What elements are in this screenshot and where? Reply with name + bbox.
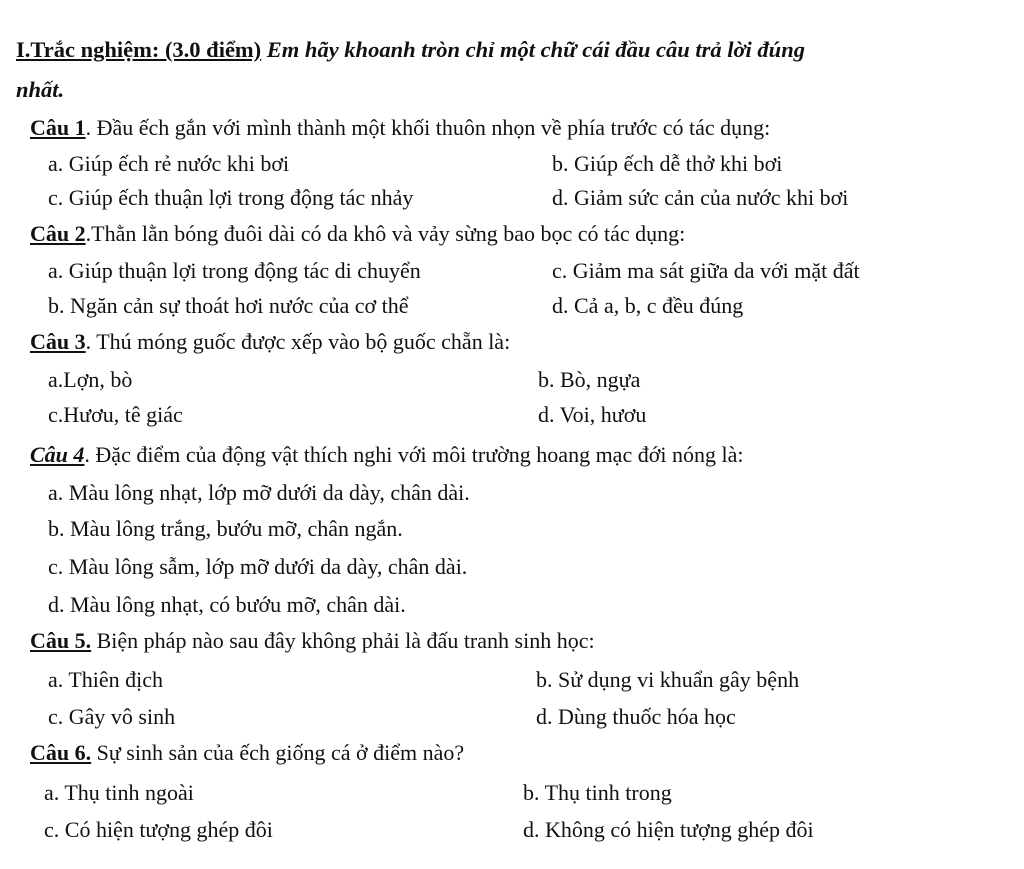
question-1-text: . Đầu ếch gắn với mình thành một khối thuôn nhọn về phía trước có tác dụng: — [85, 115, 771, 140]
option-4a[interactable]: a. Màu lông nhạt, lớp mỡ dưới da dày, chân dài. — [48, 480, 470, 505]
option-2a[interactable]: a. Giúp thuận lợi trong động tác di chuyển — [48, 258, 421, 283]
question-2-label: Câu 2 — [30, 221, 86, 246]
option-2c[interactable]: c. Giảm ma sát giữa da với mặt đất — [552, 258, 860, 283]
option-3d[interactable]: d. Voi, hươu — [538, 402, 647, 427]
question-4-label: Câu 4 — [30, 442, 85, 467]
option-6d[interactable]: d. Không có hiện tượng ghép đôi — [523, 817, 814, 842]
section-instruction: Em hãy khoanh tròn chỉ một chữ cái đầu câu trả lời đúng — [261, 37, 805, 62]
question-1-label: Câu 1 — [30, 115, 86, 140]
question-6-label: Câu 6. — [30, 740, 92, 765]
option-1b[interactable]: b. Giúp ếch dễ thở khi bơi — [552, 151, 783, 176]
option-2b[interactable]: b. Ngăn cản sự thoát hơi nước của cơ thể — [48, 293, 409, 318]
option-1a[interactable]: a. Giúp ếch rẻ nước khi bơi — [48, 151, 290, 176]
option-3c[interactable]: c.Hươu, tê giác — [48, 402, 183, 427]
option-6a[interactable]: a. Thụ tinh ngoài — [44, 780, 194, 805]
option-4d[interactable]: d. Màu lông nhạt, có bướu mỡ, chân dài. — [48, 592, 406, 617]
question-5-label: Câu 5. — [30, 628, 92, 653]
option-4b[interactable]: b. Màu lông trắng, bướu mỡ, chân ngắn. — [48, 516, 403, 541]
option-5b[interactable]: b. Sử dụng vi khuẩn gây bệnh — [536, 667, 800, 692]
question-3-text: . Thú móng guốc được xếp vào bộ guốc chẵn là: — [85, 329, 511, 354]
question-6-text: Sự sinh sản của ếch giống cá ở điểm nào? — [91, 740, 465, 765]
option-4c[interactable]: c. Màu lông sẫm, lớp mỡ dưới da dày, chân dài. — [48, 554, 468, 579]
option-6b[interactable]: b. Thụ tinh trong — [523, 780, 672, 805]
option-3b[interactable]: b. Bò, ngựa — [538, 367, 641, 392]
question-5-text: Biện pháp nào sau đây không phải là đấu tranh sinh học: — [91, 628, 595, 653]
option-5c[interactable]: c. Gây vô sinh — [48, 704, 176, 729]
section-instruction-cont: nhất. — [16, 77, 65, 102]
question-3-label: Câu 3 — [30, 329, 86, 354]
option-3a[interactable]: a.Lợn, bò — [48, 367, 133, 392]
section-title: I.Trắc nghiệm: (3.0 điểm) — [16, 37, 262, 62]
question-2-text: .Thằn lằn bóng đuôi dài có da khô và vảy sừng bao bọc có tác dụng: — [85, 221, 686, 246]
option-5a[interactable]: a. Thiên địch — [48, 667, 164, 692]
option-1c[interactable]: c. Giúp ếch thuận lợi trong động tác nhảy — [48, 185, 414, 210]
question-4-text: . Đặc điểm của động vật thích nghi với môi trường hoang mạc đới nóng là: — [84, 442, 744, 467]
option-6c[interactable]: c. Có hiện tượng ghép đôi — [44, 817, 273, 842]
option-2d[interactable]: d. Cả a, b, c đều đúng — [552, 293, 744, 318]
option-1d[interactable]: d. Giảm sức cản của nước khi bơi — [552, 185, 849, 210]
option-5d[interactable]: d. Dùng thuốc hóa học — [536, 704, 736, 729]
